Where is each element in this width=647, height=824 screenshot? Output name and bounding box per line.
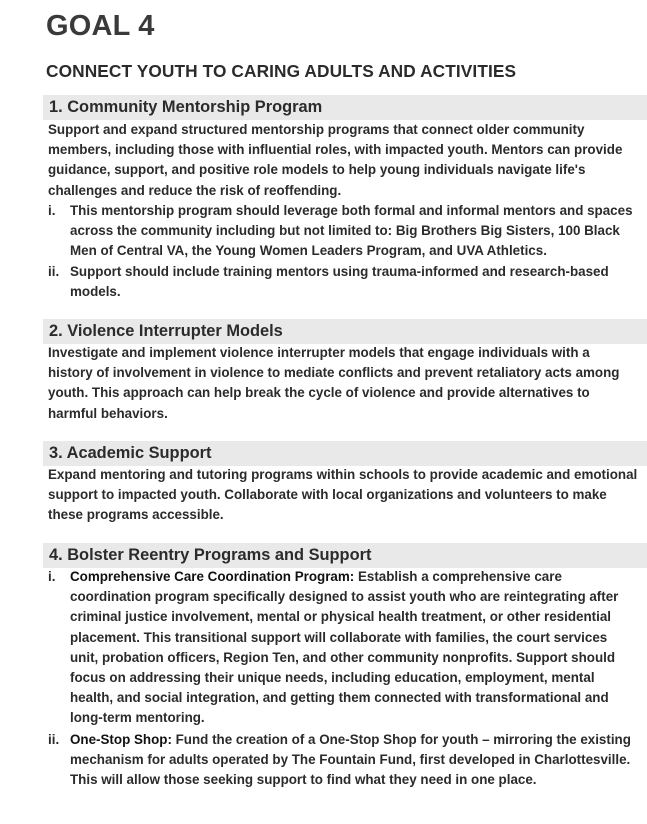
list-item-one-stop-shop	[48, 730, 638, 791]
list-marker: ii.	[48, 732, 60, 747]
list-item-text: This mentorship program should leverage both formal and informal mentors and spaces across the community including but not limited to: Big Brothers Big Sisters, 100 Black Men of Central VA, the Young Women Leaders Program, and UVA Athletics.	[70, 203, 633, 259]
section-heading-community-mentorship: 1. Community Mentorship Program	[43, 95, 647, 120]
list-item-mentorship-i	[48, 201, 638, 262]
section-paragraph-academic-support: Expand mentoring and tutoring programs within schools to provide academic and emotional support to impacted youth. Collaborate with local organizations and volunteers to make these programs accessible.	[48, 467, 638, 523]
list-marker: i.	[48, 203, 56, 218]
goal-subtitle: CONNECT YOUTH TO CARING ADULTS AND ACTIVITIES	[46, 61, 517, 81]
list-item-text: Support should include training mentors using trauma-informed and research-based models.	[70, 264, 609, 300]
list-marker: ii.	[48, 264, 60, 279]
section-heading-academic-support: 3. Academic Support	[43, 441, 647, 466]
list-item-lead-in: One-Stop Shop:	[70, 732, 172, 747]
list-item-lead-in: Comprehensive Care Coordination Program:	[70, 569, 355, 584]
list-item-text-wrapper	[70, 567, 638, 729]
list-marker: i.	[48, 569, 56, 584]
section-paragraph-violence-interrupter: Investigate and implement violence interrupter models that engage individuals with a history of involvement in violence to mediate conflicts and prevent retaliatory acts among youth. This approach can help break the cycle of violence and provide alternatives to harmful behaviors.	[48, 345, 620, 421]
list-item-text: Establish a comprehensive care coordination program specifically designed to assist youth who are reintegrating after criminal justice involvement, mental or physical health treatment, or other residential placement. This transitional support will collaborate with families, the court services unit, probation officers, Region Ten, and other community nonprofits. Support should focus on addressing their unique needs, including education, employment, mental health, and social integration, and getting them connected with transformational and long-term mentoring.	[70, 569, 619, 726]
list-item-mentorship-ii	[48, 262, 638, 302]
list-item-care-coordination	[48, 567, 638, 729]
section-heading-violence-interrupter: 2. Violence Interrupter Models	[43, 319, 647, 344]
goal-title: GOAL 4	[46, 10, 155, 42]
list-item-text-wrapper	[70, 730, 638, 791]
section-paragraph-community-mentorship: Support and expand structured mentorship programs that connect older community members, including those with influential roles, with impacted youth. Mentors can provide guidance, support, and positive role models to help young individuals navigate life's challenges and reduce the risk of reoffending.	[48, 122, 623, 198]
section-heading-reentry-programs: 4. Bolster Reentry Programs and Support	[43, 543, 647, 568]
list-item-text: Fund the creation of a One-Stop Shop for youth – mirroring the existing mechanism for adults operated by The Fountain Fund, first developed in Charlottesville. This will allow those seeking support to find what they need in one place.	[70, 732, 631, 788]
